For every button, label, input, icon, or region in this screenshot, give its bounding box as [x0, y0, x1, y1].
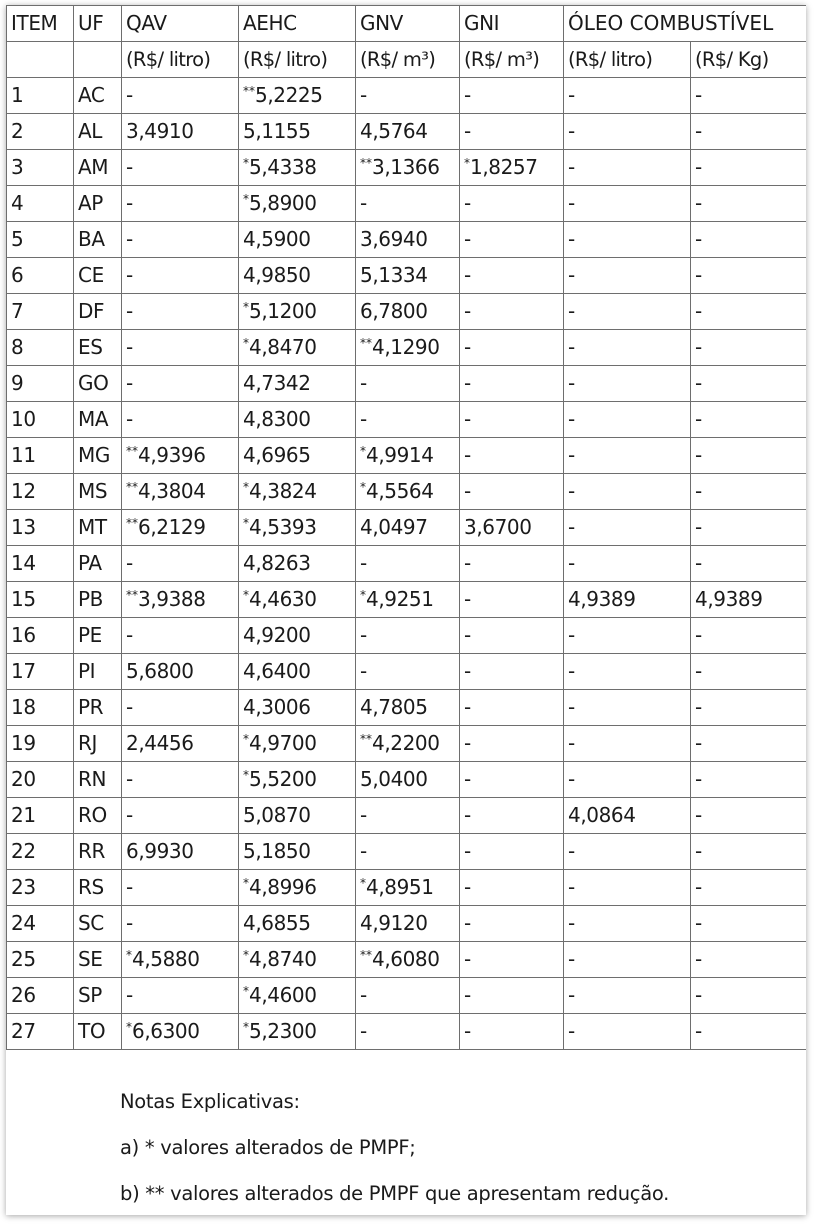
table-row: [7, 870, 807, 906]
table-cell: PB: [74, 582, 122, 618]
table-cell: *6,6300: [122, 1014, 239, 1050]
table-cell: -: [564, 762, 691, 798]
table-cell: -: [460, 582, 564, 618]
table-cell: RS: [74, 870, 122, 906]
table-cell: -: [460, 870, 564, 906]
table-cell: -: [564, 402, 691, 438]
table-cell: 4,9200: [239, 618, 356, 654]
table-cell: -: [691, 834, 807, 870]
table-cell: *4,8470: [239, 330, 356, 366]
table-cell: -: [564, 510, 691, 546]
header-gni: GNI: [460, 6, 564, 42]
note-b: b) ** valores alterados de PMPF que apresentam redução.: [120, 1182, 670, 1205]
table-cell: -: [122, 186, 239, 222]
table-cell: *4,8996: [239, 870, 356, 906]
table-cell: -: [356, 618, 460, 654]
footnote-mark: *: [243, 156, 249, 170]
table-cell: -: [356, 546, 460, 582]
table-cell: 6,9930: [122, 834, 239, 870]
footnote-mark: *: [243, 480, 249, 494]
table-cell: -: [691, 186, 807, 222]
units-cell: (R$/ m³): [356, 42, 460, 78]
footnote-mark: *: [243, 732, 249, 746]
table-cell: -: [460, 726, 564, 762]
table-cell: -: [564, 546, 691, 582]
units-cell: (R$/ litro): [122, 42, 239, 78]
table-cell: -: [691, 114, 807, 150]
table-row: [7, 834, 807, 870]
table-cell: **4,2200: [356, 726, 460, 762]
table-row: [7, 474, 807, 510]
table-cell: 2: [7, 114, 74, 150]
table-cell: -: [356, 654, 460, 690]
table-cell: -: [460, 330, 564, 366]
table-cell: -: [564, 438, 691, 474]
table-cell: *4,9251: [356, 582, 460, 618]
table-cell: 5: [7, 222, 74, 258]
table-cell: **4,3804: [122, 474, 239, 510]
table-cell: -: [691, 510, 807, 546]
table-cell: *5,1200: [239, 294, 356, 330]
table-cell: -: [691, 150, 807, 186]
table-cell: -: [460, 942, 564, 978]
table-cell: -: [564, 906, 691, 942]
table-cell: -: [356, 978, 460, 1014]
table-cell: 3,6700: [460, 510, 564, 546]
footnote-mark: *: [243, 1020, 249, 1034]
pmpf-table: [6, 5, 806, 1050]
footnote-mark: *: [360, 444, 366, 458]
table-cell: -: [122, 798, 239, 834]
footnote-mark: **: [360, 156, 372, 170]
table-cell: DF: [74, 294, 122, 330]
table-cell: -: [564, 78, 691, 114]
table-cell: **3,1366: [356, 150, 460, 186]
footnote-mark: *: [243, 984, 249, 998]
footnote-mark: *: [243, 768, 249, 782]
table-cell: -: [356, 402, 460, 438]
units-row: [7, 42, 807, 78]
footnote-mark: *: [243, 300, 249, 314]
table-cell: -: [460, 978, 564, 1014]
table-cell: **5,2225: [239, 78, 356, 114]
table-cell: -: [460, 546, 564, 582]
table-cell: SP: [74, 978, 122, 1014]
table-cell: -: [691, 222, 807, 258]
table-cell: 4,0497: [356, 510, 460, 546]
table-cell: PE: [74, 618, 122, 654]
table-cell: MT: [74, 510, 122, 546]
table-cell: -: [122, 618, 239, 654]
table-cell: *4,9700: [239, 726, 356, 762]
table-cell: -: [122, 870, 239, 906]
table-cell: -: [564, 834, 691, 870]
footnote-mark: **: [360, 336, 372, 350]
table-row: [7, 330, 807, 366]
table-cell: CE: [74, 258, 122, 294]
table-cell: 4,5764: [356, 114, 460, 150]
units-cell: (R$/ litro): [564, 42, 691, 78]
table-cell: 26: [7, 978, 74, 1014]
table-row: [7, 114, 807, 150]
table-cell: 10: [7, 402, 74, 438]
table-row: [7, 942, 807, 978]
table-cell: *4,4630: [239, 582, 356, 618]
table-cell: -: [356, 366, 460, 402]
table-row: [7, 438, 807, 474]
table-cell: PA: [74, 546, 122, 582]
units-cell: (R$/ m³): [460, 42, 564, 78]
table-body: [7, 78, 807, 1050]
table-cell: RO: [74, 798, 122, 834]
table-cell: -: [460, 690, 564, 726]
table-cell: 4,6965: [239, 438, 356, 474]
table-cell: -: [564, 114, 691, 150]
table-cell: -: [691, 294, 807, 330]
table-cell: 5,0870: [239, 798, 356, 834]
table-cell: -: [122, 402, 239, 438]
header-oleo-combustivel: ÓLEO COMBUSTÍVEL: [564, 6, 807, 42]
table-cell: RR: [74, 834, 122, 870]
table-cell: 6,7800: [356, 294, 460, 330]
table-cell: 9: [7, 366, 74, 402]
footnote-mark: *: [464, 156, 470, 170]
table-cell: -: [564, 942, 691, 978]
table-row: [7, 150, 807, 186]
footnote-mark: *: [126, 1020, 132, 1034]
table-cell: -: [460, 402, 564, 438]
table-row: [7, 978, 807, 1014]
footnote-mark: *: [243, 588, 249, 602]
table-cell: -: [691, 330, 807, 366]
table-cell: 23: [7, 870, 74, 906]
footnote-mark: *: [360, 876, 366, 890]
table-cell: *4,4600: [239, 978, 356, 1014]
table-cell: 5,0400: [356, 762, 460, 798]
table-cell: *4,5564: [356, 474, 460, 510]
table-cell: *5,8900: [239, 186, 356, 222]
table-cell: -: [691, 402, 807, 438]
table-cell: 2,4456: [122, 726, 239, 762]
table-cell: 4,5900: [239, 222, 356, 258]
table-cell: -: [460, 258, 564, 294]
footnote-mark: **: [360, 948, 372, 962]
table-cell: *4,8951: [356, 870, 460, 906]
table-cell: *4,5393: [239, 510, 356, 546]
table-cell: -: [356, 834, 460, 870]
table-cell: -: [122, 546, 239, 582]
table-cell: *4,3824: [239, 474, 356, 510]
table-cell: RN: [74, 762, 122, 798]
table-cell: -: [460, 906, 564, 942]
table-cell: 4,9389: [564, 582, 691, 618]
table-cell: TO: [74, 1014, 122, 1050]
table-cell: -: [122, 690, 239, 726]
table-cell: 14: [7, 546, 74, 582]
table-cell: *5,5200: [239, 762, 356, 798]
table-cell: 3,4910: [122, 114, 239, 150]
footnote-mark: *: [243, 516, 249, 530]
table-cell: 5,1155: [239, 114, 356, 150]
table-cell: -: [356, 1014, 460, 1050]
explanatory-notes: [120, 1079, 669, 1215]
table-cell: AM: [74, 150, 122, 186]
table-cell: -: [564, 1014, 691, 1050]
table-cell: -: [564, 258, 691, 294]
table-cell: -: [122, 258, 239, 294]
table-cell: -: [564, 618, 691, 654]
table-cell: 17: [7, 654, 74, 690]
note-a: a) * valores alterados de PMPF;: [120, 1136, 416, 1159]
table-cell: **4,1290: [356, 330, 460, 366]
table-cell: 18: [7, 690, 74, 726]
table-cell: 24: [7, 906, 74, 942]
units-cell: [74, 42, 122, 78]
table-cell: 4,8263: [239, 546, 356, 582]
table-cell: 3,6940: [356, 222, 460, 258]
table-cell: -: [122, 150, 239, 186]
table-cell: SE: [74, 942, 122, 978]
table-row: [7, 1014, 807, 1050]
footnote-mark: *: [243, 876, 249, 890]
footnote-mark: *: [360, 588, 366, 602]
footnote-mark: *: [360, 480, 366, 494]
table-cell: -: [691, 798, 807, 834]
table-cell: -: [564, 474, 691, 510]
table-cell: -: [691, 258, 807, 294]
footnote-mark: **: [126, 516, 138, 530]
table-cell: -: [460, 474, 564, 510]
table-cell: -: [460, 438, 564, 474]
header-qav: QAV: [122, 6, 239, 42]
table-cell: ES: [74, 330, 122, 366]
table-row: [7, 222, 807, 258]
table-cell: -: [564, 978, 691, 1014]
footnote-mark: *: [243, 948, 249, 962]
table-cell: -: [691, 1014, 807, 1050]
table-cell: AP: [74, 186, 122, 222]
table-cell: 4,6855: [239, 906, 356, 942]
table-cell: **4,9396: [122, 438, 239, 474]
table-cell: AC: [74, 78, 122, 114]
table-cell: 5,6800: [122, 654, 239, 690]
table-row: [7, 654, 807, 690]
table-cell: 4,3006: [239, 690, 356, 726]
table-cell: 4,7805: [356, 690, 460, 726]
table-cell: -: [691, 870, 807, 906]
table-cell: 4,9389: [691, 582, 807, 618]
table-cell: **6,2129: [122, 510, 239, 546]
table-cell: *5,4338: [239, 150, 356, 186]
header-row: [7, 6, 807, 42]
table-row: [7, 510, 807, 546]
header-gnv: GNV: [356, 6, 460, 42]
table-cell: -: [460, 366, 564, 402]
header-aehc: AEHC: [239, 6, 356, 42]
table-cell: MS: [74, 474, 122, 510]
table-cell: -: [122, 294, 239, 330]
table-cell: -: [460, 618, 564, 654]
table-cell: 4,8300: [239, 402, 356, 438]
table-row: [7, 546, 807, 582]
table-cell: AL: [74, 114, 122, 150]
header-item: ITEM: [7, 6, 74, 42]
table-cell: -: [460, 186, 564, 222]
units-cell: [7, 42, 74, 78]
table-cell: -: [460, 114, 564, 150]
table-cell: -: [460, 798, 564, 834]
table-cell: 5,1334: [356, 258, 460, 294]
table-cell: -: [460, 834, 564, 870]
table-row: [7, 762, 807, 798]
table-cell: 4,0864: [564, 798, 691, 834]
table-row: [7, 726, 807, 762]
table-cell: PR: [74, 690, 122, 726]
footnote-mark: *: [243, 192, 249, 206]
table-cell: -: [691, 762, 807, 798]
table-cell: -: [564, 690, 691, 726]
table-cell: 7: [7, 294, 74, 330]
table-cell: -: [564, 330, 691, 366]
table-row: [7, 294, 807, 330]
footnote-mark: *: [126, 948, 132, 962]
table-cell: -: [122, 78, 239, 114]
table-cell: 8: [7, 330, 74, 366]
table-cell: RJ: [74, 726, 122, 762]
table-cell: PI: [74, 654, 122, 690]
table-cell: 4: [7, 186, 74, 222]
table-row: [7, 690, 807, 726]
table-cell: 25: [7, 942, 74, 978]
table-cell: GO: [74, 366, 122, 402]
table-cell: 6: [7, 258, 74, 294]
table-cell: -: [356, 186, 460, 222]
footnote-mark: **: [360, 732, 372, 746]
table-cell: **4,6080: [356, 942, 460, 978]
table-cell: -: [460, 654, 564, 690]
table-cell: 1: [7, 78, 74, 114]
table-cell: -: [460, 222, 564, 258]
table-row: [7, 618, 807, 654]
table-cell: -: [356, 798, 460, 834]
table-cell: -: [691, 438, 807, 474]
table-cell: 27: [7, 1014, 74, 1050]
table-cell: -: [691, 978, 807, 1014]
table-cell: -: [564, 294, 691, 330]
table-cell: 13: [7, 510, 74, 546]
footnote-mark: **: [126, 444, 138, 458]
units-cell: (R$/ Kg): [691, 42, 807, 78]
table-cell: -: [691, 546, 807, 582]
table-row: [7, 186, 807, 222]
notes-title: Notas Explicativas:: [120, 1090, 300, 1113]
table-cell: -: [691, 78, 807, 114]
table-cell: -: [564, 222, 691, 258]
table-cell: 20: [7, 762, 74, 798]
table-row: [7, 798, 807, 834]
table-cell: -: [460, 762, 564, 798]
table-cell: MA: [74, 402, 122, 438]
table-row: [7, 402, 807, 438]
table-cell: 4,7342: [239, 366, 356, 402]
table-cell: *5,2300: [239, 1014, 356, 1050]
table-cell: -: [691, 726, 807, 762]
table-cell: -: [564, 654, 691, 690]
table-cell: -: [691, 654, 807, 690]
table-cell: *4,8740: [239, 942, 356, 978]
table-cell: -: [691, 942, 807, 978]
document-card: [6, 5, 806, 1215]
table-cell: -: [122, 366, 239, 402]
header-uf: UF: [74, 6, 122, 42]
table-cell: 11: [7, 438, 74, 474]
table-cell: 19: [7, 726, 74, 762]
table-cell: *4,5880: [122, 942, 239, 978]
table-cell: 3: [7, 150, 74, 186]
units-cell: (R$/ litro): [239, 42, 356, 78]
footnote-mark: **: [243, 84, 255, 98]
table-cell: 4,9850: [239, 258, 356, 294]
table-cell: -: [122, 330, 239, 366]
table-cell: 12: [7, 474, 74, 510]
table-cell: -: [691, 618, 807, 654]
table-cell: -: [564, 870, 691, 906]
table-cell: -: [564, 366, 691, 402]
table-cell: MG: [74, 438, 122, 474]
table-cell: *1,8257: [460, 150, 564, 186]
table-cell: 4,6400: [239, 654, 356, 690]
table-cell: -: [691, 906, 807, 942]
table-cell: -: [691, 474, 807, 510]
table-cell: -: [564, 150, 691, 186]
table-cell: 22: [7, 834, 74, 870]
table-cell: 15: [7, 582, 74, 618]
footnote-mark: *: [243, 336, 249, 350]
table-cell: -: [460, 1014, 564, 1050]
table-row: [7, 906, 807, 942]
table-cell: BA: [74, 222, 122, 258]
table-row: [7, 78, 807, 114]
table-cell: -: [564, 186, 691, 222]
table-cell: SC: [74, 906, 122, 942]
table-cell: -: [122, 906, 239, 942]
table-cell: -: [356, 78, 460, 114]
table-cell: -: [122, 762, 239, 798]
table-cell: -: [691, 690, 807, 726]
table-cell: 4,9120: [356, 906, 460, 942]
table-row: [7, 366, 807, 402]
table-cell: -: [564, 726, 691, 762]
table-row: [7, 582, 807, 618]
table-cell: **3,9388: [122, 582, 239, 618]
footnote-mark: **: [126, 588, 138, 602]
table-cell: 21: [7, 798, 74, 834]
table-cell: -: [122, 222, 239, 258]
table-cell: 5,1850: [239, 834, 356, 870]
table-row: [7, 258, 807, 294]
table-cell: 16: [7, 618, 74, 654]
table-cell: -: [460, 294, 564, 330]
table-cell: -: [691, 366, 807, 402]
table-cell: *4,9914: [356, 438, 460, 474]
footnote-mark: **: [126, 480, 138, 494]
table-cell: -: [122, 978, 239, 1014]
table-cell: -: [460, 78, 564, 114]
